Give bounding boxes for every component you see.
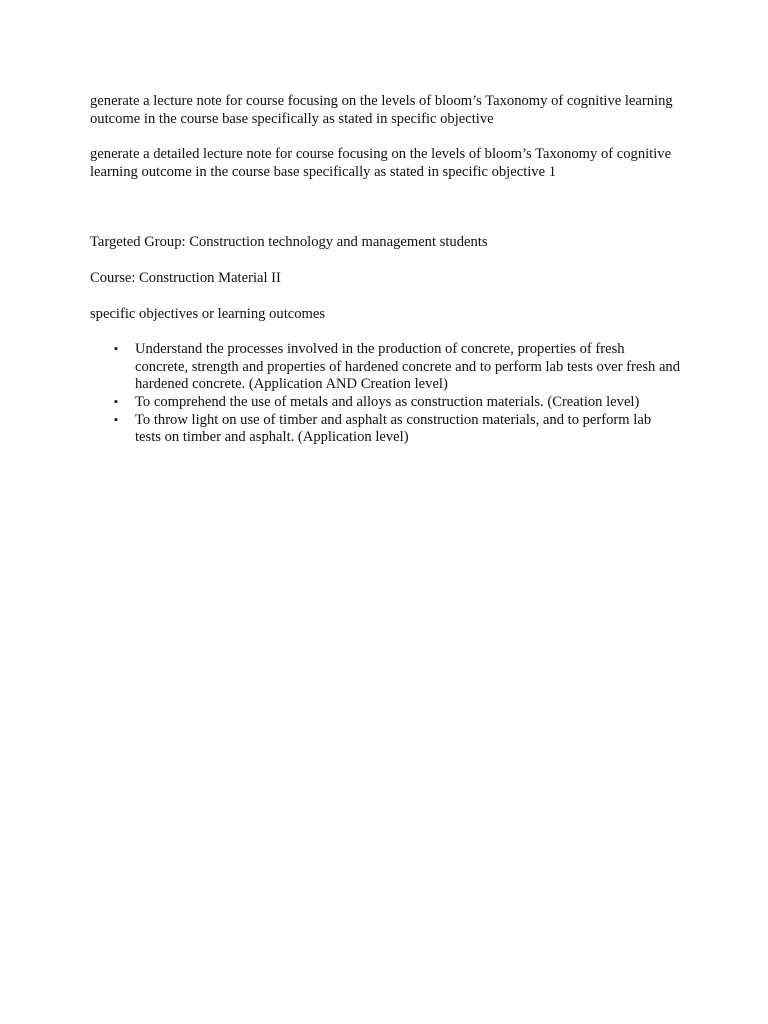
square-bullet-icon: ▪	[114, 413, 118, 426]
list-item-text: Understand the processes involved in the production of concrete, properties of fresh concrete, strength and properties of hardened concrete and to perform lab tests over fresh and hardened concrete. (Application AND Creation level)	[135, 341, 681, 393]
targeted-group-line: Targeted Group: Construction technology and management students	[90, 234, 488, 251]
list-item-text: To throw light on use of timber and asphalt as construction materials, and to perform lab tests on timber and asphalt. (Application level)	[135, 411, 652, 446]
paragraph-lecture-note-request: generate a lecture note for course focusing on the levels of bloom’s Taxonomy of cognitive learning outcome in the course base specifically as stated in specific objective	[90, 93, 673, 127]
list-item	[90, 412, 680, 447]
objectives-list	[90, 341, 680, 447]
list-item	[90, 394, 680, 412]
course-line: Course: Construction Material II	[90, 269, 281, 286]
document-body	[90, 93, 680, 447]
list-item	[90, 341, 680, 394]
square-bullet-icon: ▪	[114, 395, 118, 408]
paragraph-detailed-lecture-note-request: generate a detailed lecture note for course focusing on the levels of bloom’s Taxonomy of cognitive learning outcome in the course base specifically as stated in specific objective 1	[90, 146, 672, 180]
objectives-heading: specific objectives or learning outcomes	[90, 305, 326, 322]
square-bullet-icon: ▪	[114, 343, 118, 356]
list-item-text: To comprehend the use of metals and alloys as construction materials. (Creation level)	[135, 393, 640, 410]
